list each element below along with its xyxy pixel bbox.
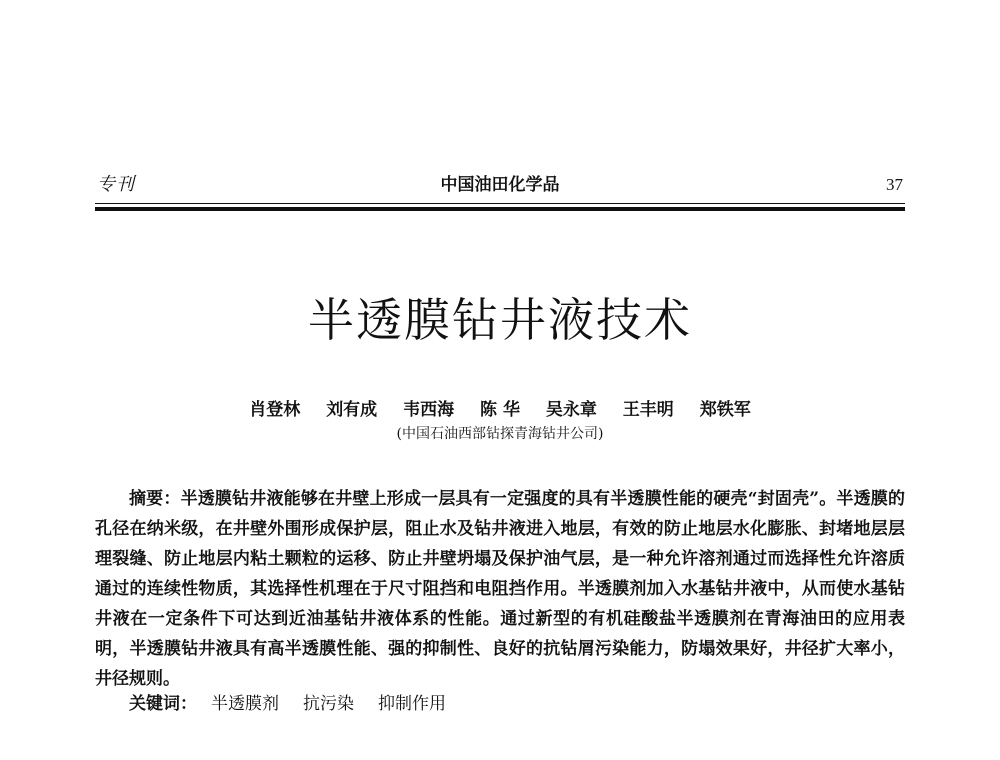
author-list xyxy=(0,398,1000,422)
special-issue-label: 专刊 xyxy=(97,174,135,195)
author-name: 刘有成 xyxy=(326,400,378,420)
author-name: 郑铁军 xyxy=(699,400,751,420)
author-name: 韦西海 xyxy=(403,400,455,420)
author-name: 肖登林 xyxy=(249,400,301,420)
abstract xyxy=(95,484,905,694)
header-rule-thick xyxy=(95,207,905,211)
page-number: 37 xyxy=(886,175,903,194)
keyword: 抑制作用 xyxy=(378,694,446,714)
journal-name: 中国油田化学品 xyxy=(440,175,560,195)
running-header xyxy=(95,174,905,196)
keyword: 半透膜剂 xyxy=(211,694,279,714)
paper-title: 半透膜钻井液技术 xyxy=(308,293,692,347)
keywords-label: 关键词： xyxy=(129,694,197,714)
abstract-label: 摘要： xyxy=(129,489,181,509)
author-name: 王丰明 xyxy=(622,400,674,420)
abstract-text: 半透膜钻井液能够在井壁上形成一层具有一定强度的具有半透膜性能的硬壳“封固壳”。半透膜的孔径在纳米级，在井壁外围形成保护层，阻止水及钻井液进入地层，有效的防止地层水化膨胀、封堵地层层理裂缝、防止地层内粘土颗粒的运移、防止井壁坍塌及保护油气层，是一种允许溶剂通过而选择性允许溶质通过的连续性物质，其选择性机理在于尺寸阻挡和电阻挡作用。半透膜剂加入水基钻井液中，从而使水基钻井液在一定条件下可达到近油基钻井液体系的性能。通过新型的有机硅酸盐半透膜剂在青海油田的应用表明，半透膜钻井液具有高半透膜性能、强的抑制性、良好的抗钻屑污染能力，防塌效果好，井径扩大率小，井径规则。 xyxy=(95,489,905,689)
author-name: 陈 华 xyxy=(480,400,520,420)
keyword: 抗污染 xyxy=(303,694,354,714)
keywords xyxy=(129,692,456,716)
affiliation: (中国石油西部钻探青海钻井公司) xyxy=(396,426,604,442)
author-name: 吴永章 xyxy=(545,400,597,420)
header-rule-thin xyxy=(95,203,905,204)
